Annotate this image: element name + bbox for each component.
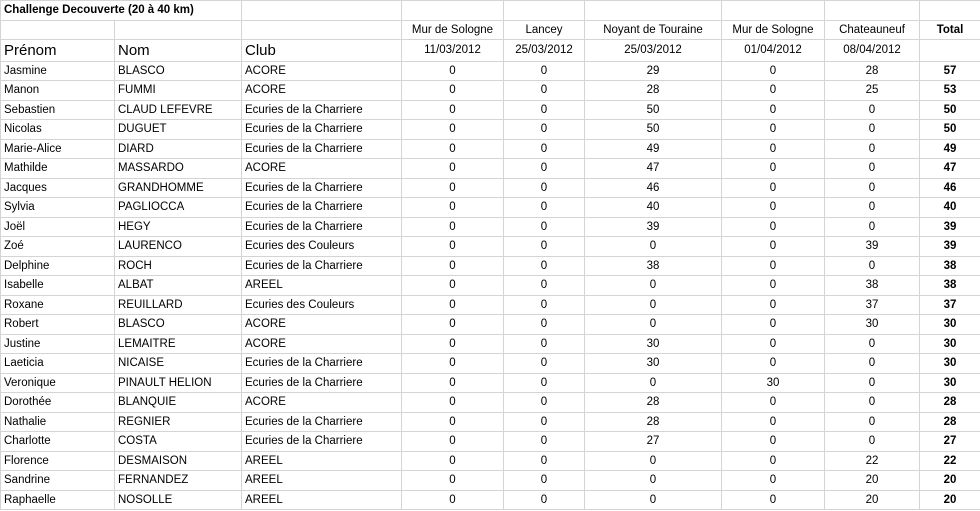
sheet-title[interactable]: Challenge Decouverte (20 à 40 km): [1, 1, 242, 21]
cell-club[interactable]: Ecuries de la Charriere: [242, 412, 402, 432]
cell-nom[interactable]: HEGY: [115, 217, 242, 237]
cell-club[interactable]: AREEL: [242, 490, 402, 510]
cell-score[interactable]: 0: [504, 120, 585, 140]
cell-score[interactable]: 30: [585, 354, 722, 374]
cell-total[interactable]: 39: [920, 217, 980, 237]
cell-prenom[interactable]: Marie-Alice: [1, 139, 115, 159]
cell-club[interactable]: Ecuries de la Charriere: [242, 198, 402, 218]
empty-cell[interactable]: [402, 1, 504, 21]
cell-score[interactable]: 0: [402, 61, 504, 81]
race-name-5[interactable]: Chateauneuf: [825, 20, 920, 40]
empty-cell[interactable]: [1, 20, 115, 40]
cell-total[interactable]: 47: [920, 159, 980, 179]
cell-score[interactable]: 0: [402, 198, 504, 218]
race-date-1[interactable]: 11/03/2012: [402, 40, 504, 62]
title-row: [1, 1, 980, 21]
cell-score[interactable]: 0: [504, 490, 585, 510]
empty-cell[interactable]: [504, 1, 585, 21]
cell-score[interactable]: 0: [825, 198, 920, 218]
cell-score[interactable]: 0: [504, 334, 585, 354]
cell-club[interactable]: Ecuries de la Charriere: [242, 354, 402, 374]
cell-score[interactable]: 0: [504, 178, 585, 198]
cell-prenom[interactable]: Charlotte: [1, 432, 115, 452]
cell-club[interactable]: ACORE: [242, 393, 402, 413]
cell-score[interactable]: 0: [585, 373, 722, 393]
cell-score[interactable]: 25: [825, 81, 920, 101]
cell-score[interactable]: 0: [402, 178, 504, 198]
cell-nom[interactable]: DIARD: [115, 139, 242, 159]
cell-nom[interactable]: DESMAISON: [115, 451, 242, 471]
table-row: [1, 120, 980, 140]
cell-score[interactable]: 28: [585, 81, 722, 101]
cell-score[interactable]: 30: [825, 315, 920, 335]
cell-score[interactable]: 20: [825, 471, 920, 491]
cell-score[interactable]: 0: [722, 490, 825, 510]
cell-total[interactable]: 38: [920, 276, 980, 296]
cell-score[interactable]: 27: [585, 432, 722, 452]
cell-nom[interactable]: FERNANDEZ: [115, 471, 242, 491]
cell-prenom[interactable]: Florence: [1, 451, 115, 471]
cell-prenom[interactable]: Manon: [1, 81, 115, 101]
cell-club[interactable]: Ecuries de la Charriere: [242, 120, 402, 140]
cell-score[interactable]: 0: [722, 217, 825, 237]
cell-score[interactable]: 0: [722, 61, 825, 81]
cell-club[interactable]: AREEL: [242, 451, 402, 471]
table-row: [1, 315, 980, 335]
cell-score[interactable]: 0: [402, 100, 504, 120]
cell-score[interactable]: 0: [402, 471, 504, 491]
cell-score[interactable]: 0: [402, 276, 504, 296]
cell-score[interactable]: 0: [722, 198, 825, 218]
cell-score[interactable]: 0: [585, 471, 722, 491]
cell-total[interactable]: 22: [920, 451, 980, 471]
cell-nom[interactable]: BLANQUIE: [115, 393, 242, 413]
cell-total[interactable]: 30: [920, 373, 980, 393]
cell-prenom[interactable]: Nicolas: [1, 120, 115, 140]
cell-score[interactable]: 0: [722, 159, 825, 179]
cell-score[interactable]: 30: [585, 334, 722, 354]
cell-prenom[interactable]: Mathilde: [1, 159, 115, 179]
cell-score[interactable]: 0: [504, 393, 585, 413]
cell-prenom[interactable]: Jacques: [1, 178, 115, 198]
cell-score[interactable]: 0: [722, 256, 825, 276]
cell-nom[interactable]: FUMMI: [115, 81, 242, 101]
cell-prenom[interactable]: Roxane: [1, 295, 115, 315]
cell-score[interactable]: 0: [504, 315, 585, 335]
cell-score[interactable]: 40: [585, 198, 722, 218]
cell-score[interactable]: 46: [585, 178, 722, 198]
table-row: [1, 490, 980, 510]
cell-score[interactable]: 0: [504, 100, 585, 120]
table-row: [1, 237, 980, 257]
cell-score[interactable]: 0: [402, 256, 504, 276]
cell-score[interactable]: 0: [504, 159, 585, 179]
cell-score[interactable]: 0: [402, 432, 504, 452]
table-row: [1, 451, 980, 471]
cell-prenom[interactable]: Dorothée: [1, 393, 115, 413]
cell-score[interactable]: 0: [825, 217, 920, 237]
cell-score[interactable]: 0: [825, 256, 920, 276]
cell-club[interactable]: Ecuries de la Charriere: [242, 217, 402, 237]
cell-score[interactable]: 0: [504, 373, 585, 393]
cell-score[interactable]: 0: [402, 451, 504, 471]
cell-nom[interactable]: NICAISE: [115, 354, 242, 374]
cell-total[interactable]: 20: [920, 490, 980, 510]
race-date-2[interactable]: 25/03/2012: [504, 40, 585, 62]
table-row: [1, 393, 980, 413]
race-name-1[interactable]: Mur de Sologne: [402, 20, 504, 40]
table-row: [1, 139, 980, 159]
table-row: [1, 217, 980, 237]
empty-cell[interactable]: [920, 40, 980, 62]
table-row: [1, 471, 980, 491]
cell-score[interactable]: 0: [722, 139, 825, 159]
cell-nom[interactable]: CLAUD LEFEVRE: [115, 100, 242, 120]
cell-score[interactable]: 0: [722, 354, 825, 374]
empty-cell[interactable]: [722, 1, 825, 21]
table-row: [1, 198, 980, 218]
cell-prenom[interactable]: Nathalie: [1, 412, 115, 432]
cell-score[interactable]: 0: [722, 412, 825, 432]
cell-score[interactable]: 0: [402, 490, 504, 510]
cell-score[interactable]: 0: [585, 276, 722, 296]
cell-total[interactable]: 49: [920, 139, 980, 159]
cell-nom[interactable]: MASSARDO: [115, 159, 242, 179]
cell-nom[interactable]: NOSOLLE: [115, 490, 242, 510]
cell-score[interactable]: 0: [402, 120, 504, 140]
cell-total[interactable]: 20: [920, 471, 980, 491]
cell-score[interactable]: 0: [402, 81, 504, 101]
cell-nom[interactable]: REUILLARD: [115, 295, 242, 315]
cell-score[interactable]: 0: [722, 315, 825, 335]
table-row: [1, 354, 980, 374]
cell-score[interactable]: 0: [402, 217, 504, 237]
cell-score[interactable]: 0: [825, 334, 920, 354]
cell-score[interactable]: 0: [504, 198, 585, 218]
cell-total[interactable]: 37: [920, 295, 980, 315]
cell-score[interactable]: 28: [585, 412, 722, 432]
cell-prenom[interactable]: Robert: [1, 315, 115, 335]
race-name-row: [1, 20, 980, 40]
cell-total[interactable]: 39: [920, 237, 980, 257]
cell-total[interactable]: 50: [920, 120, 980, 140]
table-row: [1, 373, 980, 393]
cell-nom[interactable]: LEMAITRE: [115, 334, 242, 354]
cell-score[interactable]: 0: [402, 334, 504, 354]
empty-cell[interactable]: [825, 1, 920, 21]
cell-score[interactable]: 0: [402, 139, 504, 159]
cell-score[interactable]: 50: [585, 100, 722, 120]
cell-prenom[interactable]: Jasmine: [1, 61, 115, 81]
table-row: [1, 100, 980, 120]
cell-score[interactable]: 0: [402, 373, 504, 393]
cell-nom[interactable]: PINAULT HELION: [115, 373, 242, 393]
cell-score[interactable]: 0: [722, 178, 825, 198]
cell-nom[interactable]: GRANDHOMME: [115, 178, 242, 198]
cell-club[interactable]: Ecuries de la Charriere: [242, 373, 402, 393]
cell-score[interactable]: 0: [402, 354, 504, 374]
cell-club[interactable]: Ecuries de la Charriere: [242, 178, 402, 198]
cell-club[interactable]: ACORE: [242, 315, 402, 335]
cell-score[interactable]: 0: [402, 237, 504, 257]
cell-prenom[interactable]: Veronique: [1, 373, 115, 393]
cell-total[interactable]: 50: [920, 100, 980, 120]
cell-score[interactable]: 0: [504, 354, 585, 374]
cell-score[interactable]: 0: [825, 100, 920, 120]
cell-score[interactable]: 0: [722, 120, 825, 140]
cell-score[interactable]: 0: [722, 334, 825, 354]
cell-total[interactable]: 40: [920, 198, 980, 218]
cell-score[interactable]: 0: [402, 159, 504, 179]
table-row: [1, 256, 980, 276]
cell-score[interactable]: 0: [504, 61, 585, 81]
cell-nom[interactable]: REGNIER: [115, 412, 242, 432]
cell-nom[interactable]: BLASCO: [115, 61, 242, 81]
race-date-3[interactable]: 25/03/2012: [585, 40, 722, 62]
cell-score[interactable]: 0: [504, 432, 585, 452]
cell-club[interactable]: Ecuries des Couleurs: [242, 295, 402, 315]
table-row: [1, 159, 980, 179]
cell-nom[interactable]: ALBAT: [115, 276, 242, 296]
empty-cell[interactable]: [920, 1, 980, 21]
table-row: [1, 61, 980, 81]
cell-score[interactable]: 0: [825, 393, 920, 413]
cell-total[interactable]: 30: [920, 334, 980, 354]
cell-score[interactable]: 0: [722, 81, 825, 101]
cell-score[interactable]: 0: [722, 451, 825, 471]
cell-total[interactable]: 53: [920, 81, 980, 101]
cell-nom[interactable]: COSTA: [115, 432, 242, 452]
cell-nom[interactable]: ROCH: [115, 256, 242, 276]
cell-score[interactable]: 0: [722, 295, 825, 315]
cell-score[interactable]: 0: [722, 237, 825, 257]
cell-score[interactable]: 0: [825, 412, 920, 432]
cell-prenom[interactable]: Sebastien: [1, 100, 115, 120]
cell-club[interactable]: ACORE: [242, 61, 402, 81]
table-row: [1, 334, 980, 354]
cell-score[interactable]: 0: [504, 217, 585, 237]
cell-prenom[interactable]: Joël: [1, 217, 115, 237]
cell-score[interactable]: 0: [402, 315, 504, 335]
empty-cell[interactable]: [242, 1, 402, 21]
cell-score[interactable]: 0: [722, 432, 825, 452]
cell-club[interactable]: AREEL: [242, 276, 402, 296]
cell-score[interactable]: 0: [722, 276, 825, 296]
race-name-4[interactable]: Mur de Sologne: [722, 20, 825, 40]
cell-total[interactable]: 27: [920, 432, 980, 452]
cell-score[interactable]: 50: [585, 120, 722, 140]
cell-prenom[interactable]: Isabelle: [1, 276, 115, 296]
cell-prenom[interactable]: Justine: [1, 334, 115, 354]
cell-score[interactable]: 28: [585, 393, 722, 413]
cell-club[interactable]: Ecuries de la Charriere: [242, 256, 402, 276]
header-nom[interactable]: Nom: [115, 40, 242, 62]
cell-total[interactable]: 28: [920, 412, 980, 432]
column-header-row: [1, 40, 980, 62]
cell-score[interactable]: 0: [504, 451, 585, 471]
cell-score[interactable]: 0: [722, 100, 825, 120]
cell-score[interactable]: 0: [402, 393, 504, 413]
table-row: [1, 276, 980, 296]
cell-prenom[interactable]: Zoé: [1, 237, 115, 257]
table-row: [1, 178, 980, 198]
cell-score[interactable]: 20: [825, 490, 920, 510]
cell-score[interactable]: 0: [504, 139, 585, 159]
cell-nom[interactable]: PAGLIOCCA: [115, 198, 242, 218]
table-row: [1, 295, 980, 315]
cell-score[interactable]: 39: [585, 217, 722, 237]
cell-score[interactable]: 29: [585, 61, 722, 81]
cell-total[interactable]: 30: [920, 315, 980, 335]
cell-score[interactable]: 0: [504, 256, 585, 276]
cell-total[interactable]: 28: [920, 393, 980, 413]
race-name-3[interactable]: Noyant de Touraine: [585, 20, 722, 40]
cell-score[interactable]: 37: [825, 295, 920, 315]
cell-nom[interactable]: LAURENCO: [115, 237, 242, 257]
race-date-5[interactable]: 08/04/2012: [825, 40, 920, 62]
cell-score[interactable]: 0: [722, 393, 825, 413]
empty-cell[interactable]: [242, 20, 402, 40]
cell-nom[interactable]: DUGUET: [115, 120, 242, 140]
cell-score[interactable]: 0: [585, 237, 722, 257]
cell-club[interactable]: ACORE: [242, 334, 402, 354]
cell-club[interactable]: ACORE: [242, 159, 402, 179]
race-name-2[interactable]: Lancey: [504, 20, 585, 40]
cell-score[interactable]: 0: [585, 315, 722, 335]
table-row: [1, 432, 980, 452]
cell-score[interactable]: 28: [825, 61, 920, 81]
cell-score[interactable]: 0: [402, 412, 504, 432]
cell-score[interactable]: 0: [825, 354, 920, 374]
cell-club[interactable]: Ecuries de la Charriere: [242, 100, 402, 120]
cell-prenom[interactable]: Laeticia: [1, 354, 115, 374]
cell-score[interactable]: 0: [825, 373, 920, 393]
cell-score[interactable]: 0: [585, 295, 722, 315]
cell-score[interactable]: 30: [722, 373, 825, 393]
cell-nom[interactable]: BLASCO: [115, 315, 242, 335]
cell-score[interactable]: 0: [825, 432, 920, 452]
header-prenom[interactable]: Prénom: [1, 40, 115, 62]
cell-score[interactable]: 0: [722, 471, 825, 491]
cell-prenom[interactable]: Raphaelle: [1, 490, 115, 510]
cell-score[interactable]: 22: [825, 451, 920, 471]
cell-total[interactable]: 46: [920, 178, 980, 198]
cell-prenom[interactable]: Delphine: [1, 256, 115, 276]
cell-score[interactable]: 0: [825, 178, 920, 198]
race-date-4[interactable]: 01/04/2012: [722, 40, 825, 62]
cell-score[interactable]: 0: [504, 81, 585, 101]
cell-score[interactable]: 38: [825, 276, 920, 296]
cell-score[interactable]: 49: [585, 139, 722, 159]
cell-total[interactable]: 57: [920, 61, 980, 81]
cell-score[interactable]: 0: [585, 490, 722, 510]
cell-score[interactable]: 0: [504, 276, 585, 296]
cell-score[interactable]: 0: [825, 120, 920, 140]
cell-club[interactable]: Ecuries de la Charriere: [242, 432, 402, 452]
empty-cell[interactable]: [115, 20, 242, 40]
cell-score[interactable]: 39: [825, 237, 920, 257]
cell-score[interactable]: 0: [825, 139, 920, 159]
total-header[interactable]: Total: [920, 20, 980, 40]
cell-club[interactable]: Ecuries de la Charriere: [242, 139, 402, 159]
cell-prenom[interactable]: Sylvia: [1, 198, 115, 218]
cell-club[interactable]: ACORE: [242, 81, 402, 101]
cell-score[interactable]: 0: [504, 412, 585, 432]
cell-club[interactable]: Ecuries des Couleurs: [242, 237, 402, 257]
header-club[interactable]: Club: [242, 40, 402, 62]
cell-score[interactable]: 47: [585, 159, 722, 179]
cell-score[interactable]: 38: [585, 256, 722, 276]
cell-score[interactable]: 0: [825, 159, 920, 179]
cell-total[interactable]: 30: [920, 354, 980, 374]
cell-score[interactable]: 0: [585, 451, 722, 471]
cell-score[interactable]: 0: [504, 471, 585, 491]
cell-score[interactable]: 0: [504, 295, 585, 315]
cell-total[interactable]: 38: [920, 256, 980, 276]
empty-cell[interactable]: [585, 1, 722, 21]
cell-score[interactable]: 0: [504, 237, 585, 257]
cell-prenom[interactable]: Sandrine: [1, 471, 115, 491]
cell-score[interactable]: 0: [402, 295, 504, 315]
cell-club[interactable]: AREEL: [242, 471, 402, 491]
table-row: [1, 412, 980, 432]
table-row: [1, 81, 980, 101]
